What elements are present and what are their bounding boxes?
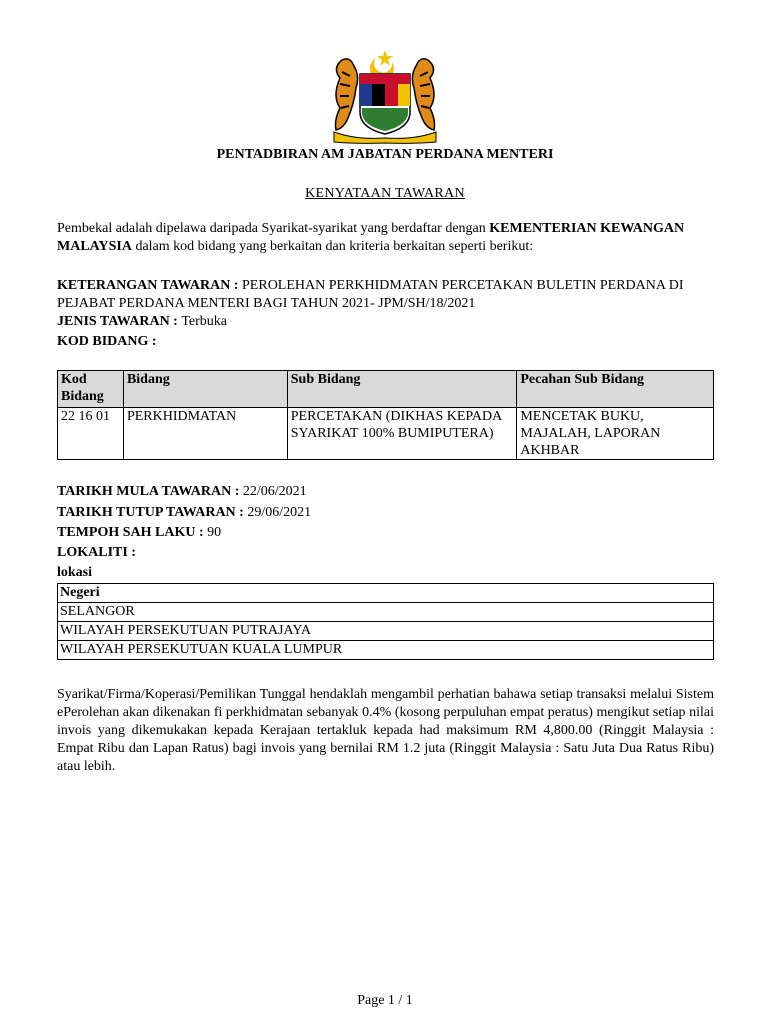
- tarikh-tutup: [57, 505, 311, 521]
- kod-bidang-table: [57, 370, 714, 460]
- intro-text-1: Pembekal adalah dipelawa daripada Syarikat-syarikat yang berdaftar dengan: [57, 221, 490, 236]
- keterangan-tawaran: [57, 277, 717, 313]
- document-title: [0, 186, 770, 202]
- table-row: [58, 603, 714, 622]
- intro-text-2: dalam kod bidang yang berkaitan dan kriteria berkaitan seperti berikut:: [131, 239, 534, 254]
- tempoh-sah-laku: [57, 525, 221, 541]
- coat-of-arms-emblem: [326, 48, 444, 144]
- table-row: [58, 641, 714, 660]
- negeri-cell: WILAYAH PERSEKUTUAN KUALA LUMPUR: [58, 641, 714, 660]
- table-cell: MENCETAK BUKU, MAJALAH, LAPORAN AKHBAR: [517, 408, 714, 460]
- intro-bold-ministry: KEMENTERIAN KEWANGAN MALAYSIA: [57, 221, 685, 254]
- negeri-header: Negeri: [58, 584, 714, 603]
- jenis-tawaran: [57, 314, 227, 330]
- table-header-cell: Bidang: [123, 371, 287, 408]
- document-title-text: KENYATAAN TAWARAN: [305, 186, 465, 201]
- department-title: PENTADBIRAN AM JABATAN PERDANA MENTERI: [216, 147, 554, 162]
- tempoh-value: 90: [207, 525, 222, 540]
- table-cell: PERKHIDMATAN: [123, 408, 287, 460]
- tarikh-mula-label: TARIKH MULA TAWARAN :: [57, 484, 243, 499]
- tarikh-tutup-value: 29/06/2021: [247, 505, 312, 520]
- table-header-cell: Kod Bidang: [58, 371, 124, 408]
- lokasi-label: lokasi: [57, 565, 93, 580]
- tarikh-mula: [57, 484, 307, 500]
- table-header-row: [58, 584, 714, 603]
- tempoh-label: TEMPOH SAH LAKU :: [57, 525, 208, 540]
- table-header-cell: Sub Bidang: [287, 371, 517, 408]
- table-header-row: [58, 371, 714, 408]
- tarikh-tutup-label: TARIKH TUTUP TAWARAN :: [57, 505, 248, 520]
- table-header-cell: Pecahan Sub Bidang: [517, 371, 714, 408]
- table-row: [58, 622, 714, 641]
- page-number: Page 1 / 1: [357, 993, 413, 1008]
- negeri-cell: WILAYAH PERSEKUTUAN PUTRAJAYA: [58, 622, 714, 641]
- tarikh-mula-value: 22/06/2021: [242, 484, 307, 499]
- table-cell: 22 16 01: [58, 408, 124, 460]
- keterangan-label: KETERANGAN TAWARAN :: [57, 278, 243, 293]
- kod-bidang-label: KOD BIDANG :: [57, 334, 157, 349]
- negeri-cell: SELANGOR: [58, 603, 714, 622]
- table-row: [58, 408, 714, 460]
- fee-notice-paragraph: Syarikat/Firma/Koperasi/Pemilikan Tunggal hendaklah mengambil perhatian bahawa setiap transaksi melalui Sistem ePerolehan akan dikenakan fi perkhidmatan sebanyak 0.4% (kosong perpuluhan empat peratus) mengikut setiap nilai invois yang dikemukakan kepada Kerajaan tertakluk kepada had maksimum RM 4,800.00 (Ringgit Malaysia : Empat Ribu dan Lapan Ratus) bagi invois yang bernilai RM 1.2 juta (Ringgit Malaysia : Satu Juta Dua Ratus Ribu) atau lebih.: [57, 687, 714, 774]
- table-cell: PERCETAKAN (DIKHAS KEPADA SYARIKAT 100% BUMIPUTERA): [287, 408, 517, 460]
- jenis-value: Terbuka: [181, 314, 228, 329]
- keterangan-value: PEROLEHAN PERKHIDMATAN PERCETAKAN BULETIN PERDANA DI PEJABAT PERDANA MENTERI BAGI TAHUN 2021- JPM/SH/18/2021: [57, 278, 684, 311]
- lokaliti-label: LOKALITI :: [57, 545, 136, 560]
- jenis-label: JENIS TAWARAN :: [57, 314, 182, 329]
- lokasi-table: [57, 583, 714, 660]
- intro-paragraph: [57, 220, 717, 256]
